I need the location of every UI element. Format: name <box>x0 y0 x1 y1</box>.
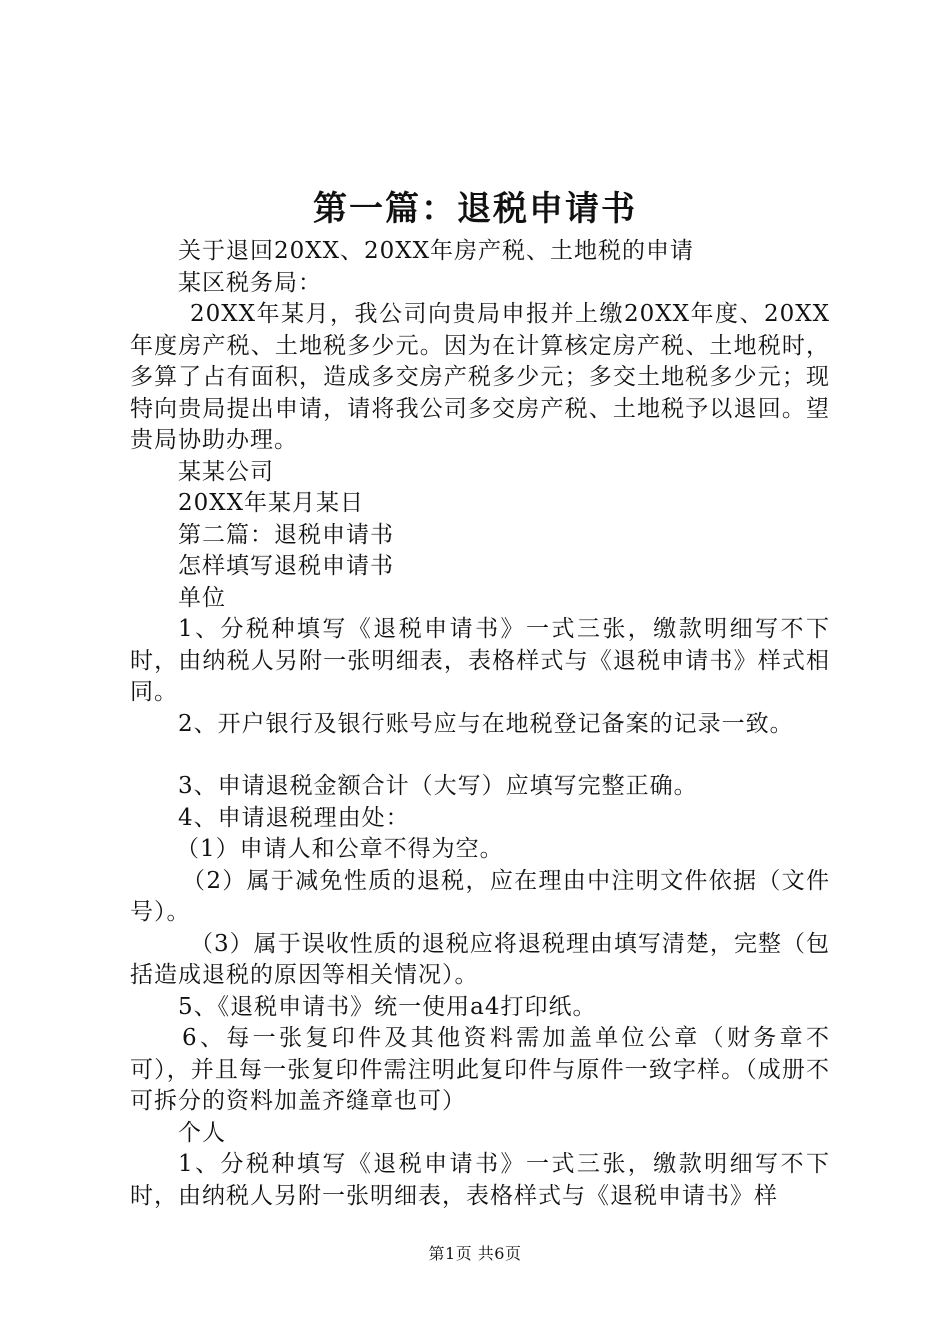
paragraph-body: 20XX年某月，我公司向贵局申报并上缴20XX年度、20XX年度房产税、土地税多少元。因为在计算核定房产税、土地税时，多算了占有面积，造成多交房产税多少元；多交土地税多少元；现特向贵局提出申请，请将我公司多交房产税、土地税予以退回。望贵局协助办理。 <box>130 301 830 453</box>
paragraph-personal-heading: 个人 <box>178 1119 226 1146</box>
paragraph-unit-item-4-1: （1）申请人和公章不得为空。 <box>176 836 504 862</box>
paragraph-personal-item-1: 1、分税种填写《退税申请书》一式三张，缴款明细写不下时，由纳税人另附一张明细表，表格样式与《退税申请书》样 <box>130 1151 830 1209</box>
paragraph-unit-item-6: 6、每一张复印件及其他资料需加盖单位公章（财务章不可），并且每一张复印件需注明此复印件与原件一致字样。（成册不可拆分的资料加盖齐缝章也可） <box>130 1025 830 1114</box>
paragraph-unit-item-3: 3、申请退税金额合计（大写）应填写完整正确。 <box>178 773 698 799</box>
paragraph-unit-item-4: 4、申请退税理由处： <box>178 804 410 831</box>
paragraph-recipient: 某区税务局： <box>178 269 322 296</box>
document-body <box>130 236 830 1212</box>
document-title: 第一篇：退税申请书 <box>313 189 637 229</box>
paragraph-subject: 关于退回20XX、20XX年房产税、土地税的申请 <box>178 238 695 264</box>
paragraph-how-to: 怎样填写退税申请书 <box>178 553 394 579</box>
paragraph-unit-item-1: 1、分税种填写《退税申请书》一式三张，缴款明细写不下时，由纳税人另附一张明细表，表格样式与《退税申请书》样式相同。 <box>130 616 830 705</box>
paragraph-unit-item-5: 5、《退税申请书》统一使用a4打印纸。 <box>178 993 597 1020</box>
paragraph-unit-item-4-3: （3）属于误收性质的退税应将退税理由填写清楚，完整（包括造成退税的原因等相关情况）。 <box>130 930 830 988</box>
paragraph-signature: 某某公司 <box>178 458 274 485</box>
page-number: 第1页 共6页 <box>428 1244 522 1263</box>
paragraph-unit-item-2: 2、开户银行及银行账号应与在地税登记备案的记录一致。 <box>178 710 794 737</box>
paragraph-unit-heading: 单位 <box>178 584 226 611</box>
paragraph-section-two: 第二篇：退税申请书 <box>178 521 394 548</box>
paragraph-unit-item-4-2: （2）属于减免性质的退税，应在理由中注明文件依据（文件号）。 <box>130 867 830 925</box>
paragraph-date: 20XX年某月某日 <box>178 490 365 516</box>
